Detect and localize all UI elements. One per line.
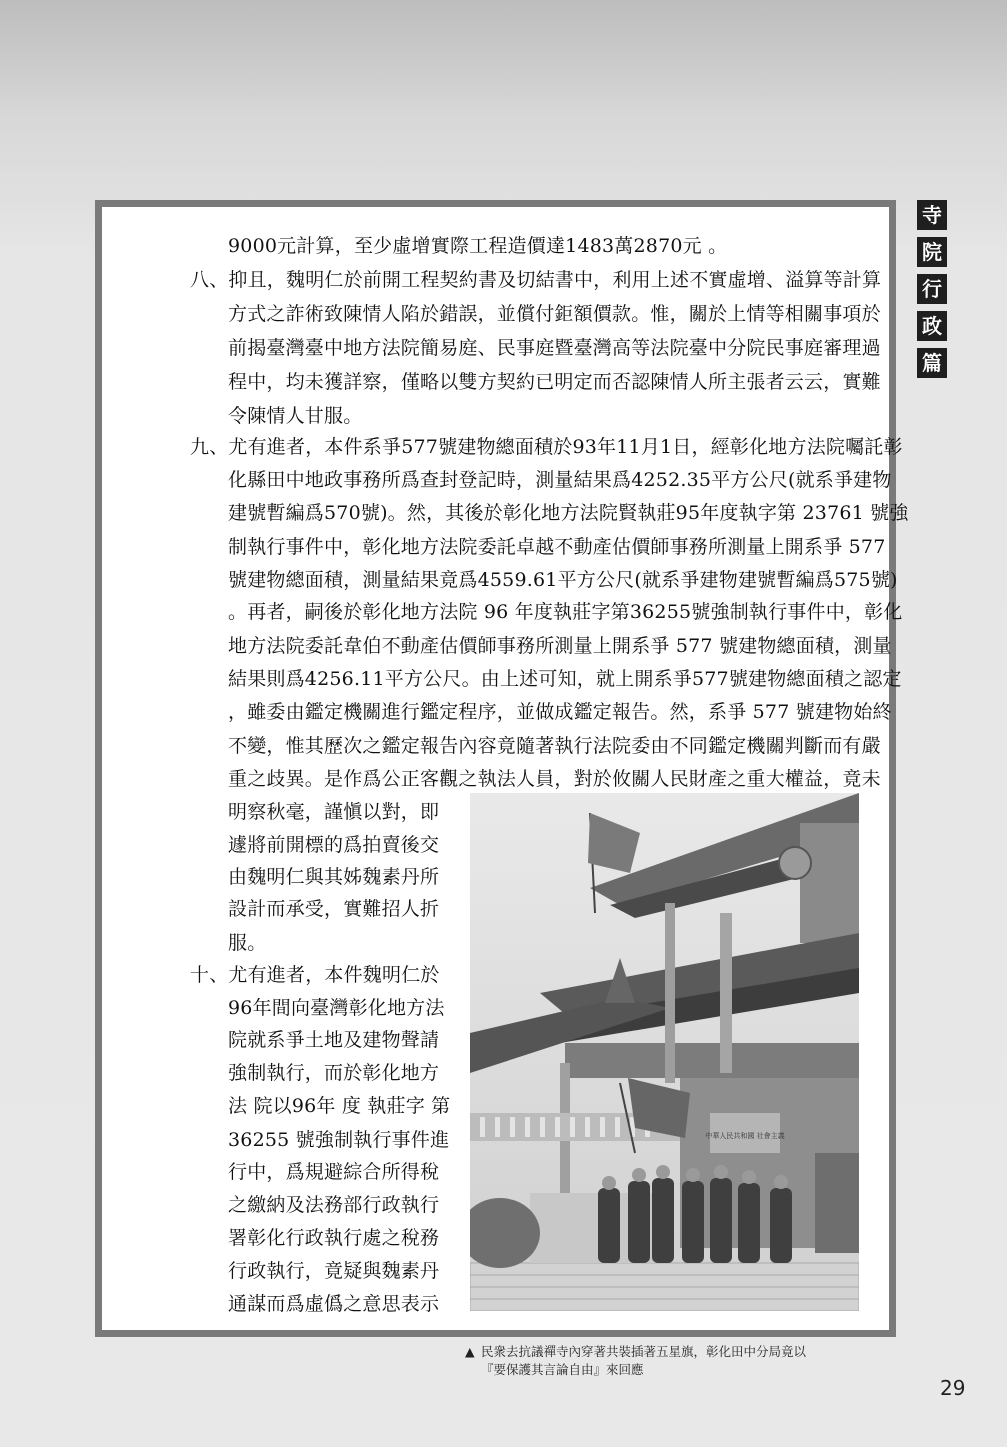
text-line: 。再者，嗣後於彰化地方法院 96 年度執莊字第36255號強制執行事件中，彰化: [228, 601, 903, 623]
text-line: 制執行事件中，彰化地方法院委託卓越不動產估價師事務所測量上開系爭 577: [228, 536, 886, 558]
text-line: 十、尤有進者，本件魏明仁於: [190, 964, 440, 986]
text-line: 號建物總面積，測量結果竟爲4559.61平方公尺(就系爭建物建號暫編爲575號): [228, 569, 898, 591]
text-line: 建號暫編爲570號)。然，其後於彰化地方法院賢執莊95年度執字第 23761 號強: [228, 502, 909, 524]
section-tab-char: 院: [917, 237, 947, 267]
caption-text-1: 民衆去抗議禪寺內穿著共裝插著五星旗，彰化田中分局竟以: [481, 1344, 807, 1359]
triangle-marker-icon: ▲: [465, 1344, 475, 1359]
text-line: 96年間向臺灣彰化地方法: [228, 997, 445, 1019]
page-number: 29: [940, 1376, 966, 1400]
text-line: 強制執行，而於彰化地方: [228, 1062, 440, 1084]
text-line: 方式之詐術致陳情人陷於錯誤，並償付鉅額價款。惟，關於上情等相關事項於: [228, 303, 881, 325]
section-tab-char: 行: [917, 274, 947, 304]
text-line: 前揭臺灣臺中地方法院簡易庭、民事庭暨臺灣高等法院臺中分院民事庭審理過: [228, 337, 881, 359]
text-line: 明察秋毫，謹愼以對，即: [228, 801, 440, 823]
caption-text-2: 『要保護其言論自由』來回應: [481, 1362, 644, 1377]
text-line: 化縣田中地政事務所爲查封登記時，測量結果爲4252.35平方公尺(就系爭建物: [228, 469, 892, 491]
text-line: 八、抑且，魏明仁於前開工程契約書及切結書中，利用上述不實虛增、溢算等計算: [190, 269, 882, 291]
section-tab: [917, 200, 947, 385]
caption-line-1: [465, 1343, 885, 1361]
text-line: 程中，均未獲詳察，僅略以雙方契約已明定而否認陳情人所主張者云云，實難: [228, 371, 881, 393]
plaque-text: 中華人民共和國 社會主義: [705, 1132, 785, 1140]
text-line: 不變，惟其歷次之鑑定報告內容竟隨著執行法院委由不同鑑定機關判斷而有嚴: [228, 735, 881, 757]
text-line: 行政執行，竟疑與魏素丹: [228, 1260, 440, 1282]
text-line: 重之歧異。是作爲公正客觀之執法人員，對於攸關人民財產之重大權益，竟未: [228, 768, 881, 790]
temple-photo: [470, 793, 859, 1311]
text-line: 通謀而爲虛僞之意思表示: [228, 1293, 440, 1315]
text-line: 遽將前開標的爲拍賣後交: [228, 834, 440, 856]
text-line: 9000元計算，至少虛增實際工程造價達1483萬2870元 。: [228, 235, 728, 257]
text-line: 署彰化行政執行處之稅務: [228, 1227, 440, 1249]
text-line: 36255 號強制執行事件進: [228, 1129, 450, 1151]
text-line: 地方法院委託韋伯不動產估價師事務所測量上開系爭 577 號建物總面積，測量: [228, 635, 892, 657]
section-tab-char: 政: [917, 311, 947, 341]
text-line: 行中，爲規避綜合所得稅: [228, 1161, 440, 1183]
text-line: 令陳情人甘服。: [228, 405, 363, 427]
text-line: ，雖委由鑑定機關進行鑑定程序，並做成鑑定報告。然，系爭 577 號建物始終: [228, 701, 892, 723]
section-tab-char: 篇: [917, 348, 947, 378]
photo-caption: [465, 1343, 885, 1379]
text-line: 由魏明仁與其姊魏素丹所: [228, 866, 440, 888]
text-line: 九、尤有進者，本件系爭577號建物總面積於93年11月1日，經彰化地方法院囑託彰: [190, 436, 903, 458]
text-line: 服。: [228, 932, 267, 954]
text-line: 院就系爭土地及建物聲請: [228, 1029, 440, 1051]
text-line: 之繳納及法務部行政執行: [228, 1194, 440, 1216]
text-line: 法 院以96年 度 執莊字 第: [228, 1095, 451, 1117]
text-line: 結果則爲4256.11平方公尺。由上述可知，就上開系爭577號建物總面積之認定: [228, 668, 902, 690]
temple-photo-illustration: [470, 793, 859, 1311]
text-line: 設計而承受，實難招人折: [228, 898, 440, 920]
section-tab-char: 寺: [917, 200, 947, 230]
